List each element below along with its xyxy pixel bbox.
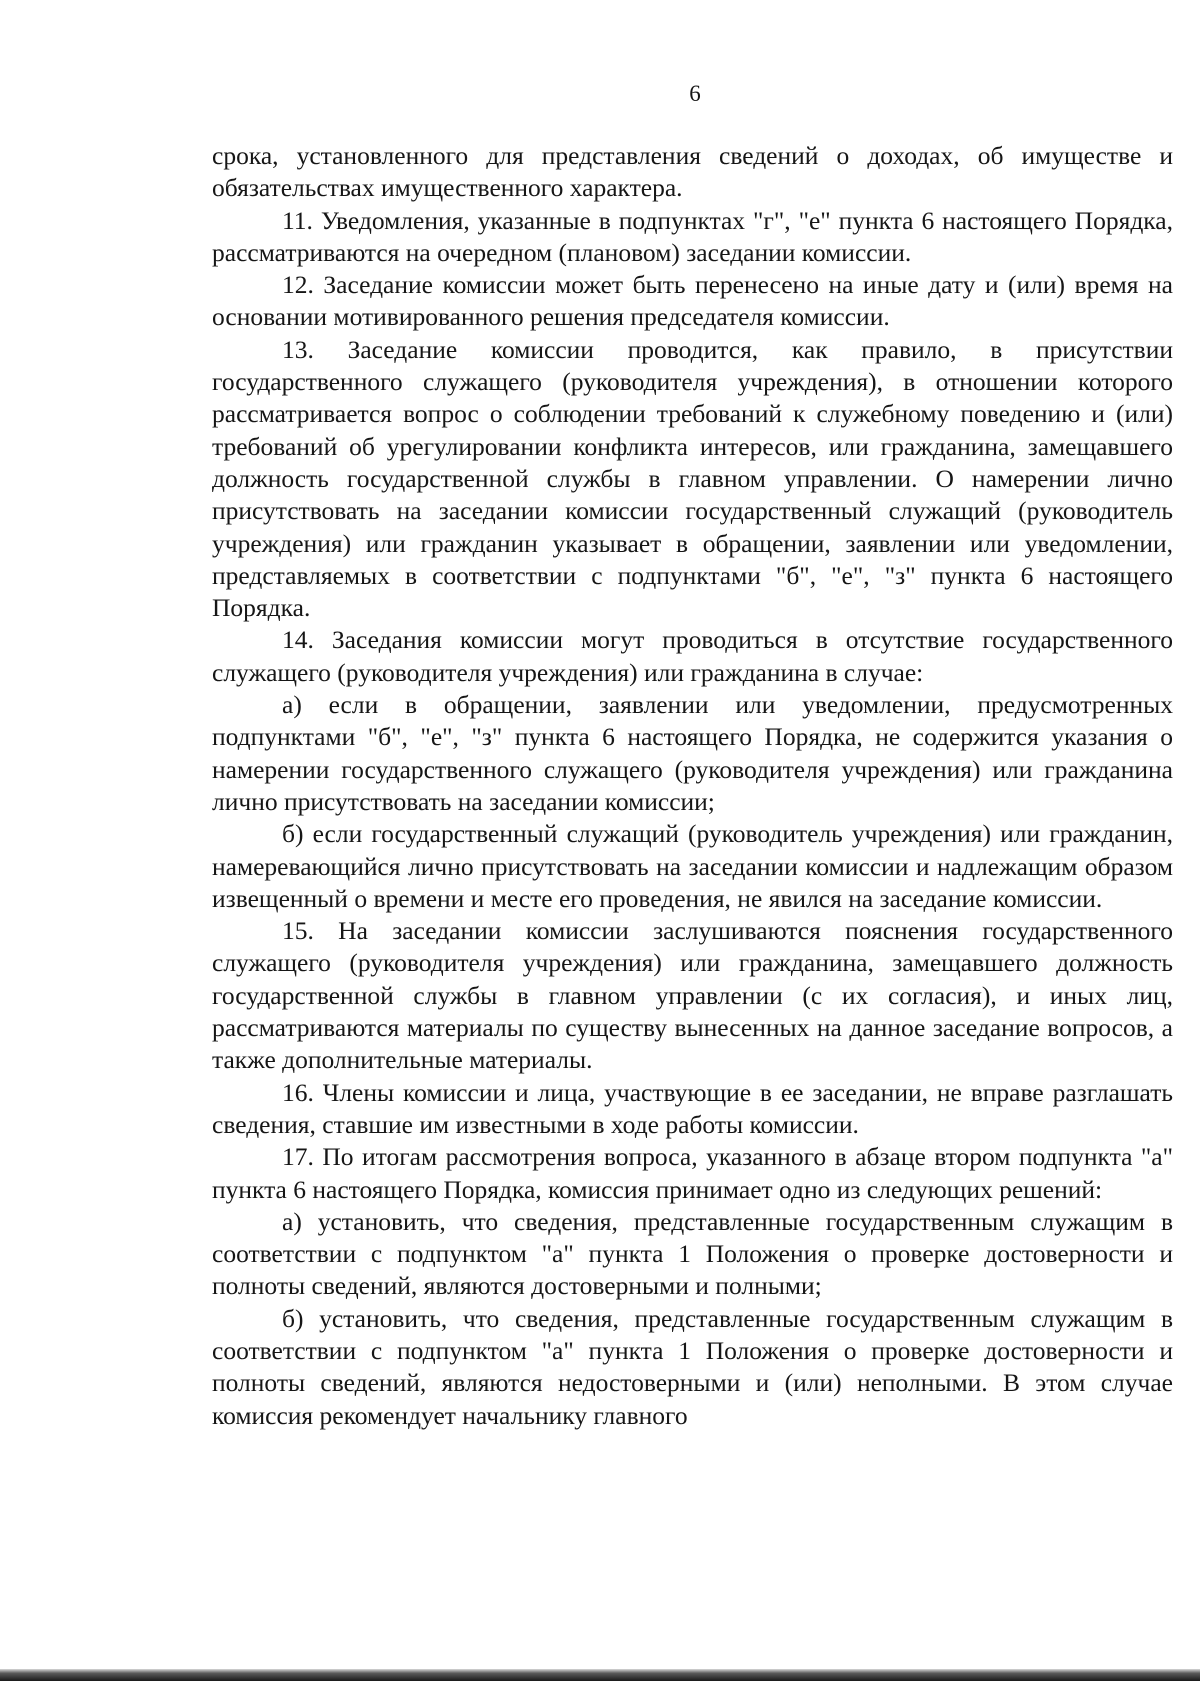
paragraph-15: 15. На заседании комиссии заслушиваются пояснения государственного служащего (руководителя учреждения) или гражданина, замещавшего должность государственной службы в главном управлении (с их согласия), и иных лиц, рассматриваются материалы по существу вынесенных на данное заседание вопросов, а также дополнительные материалы.	[212, 916, 1173, 1075]
document-body	[212, 140, 1173, 1432]
paragraph-13: 13. Заседание комиссии проводится, как правило, в присутствии государственного служащего (руководителя учреждения), в отношении которого рассматривается вопрос о соблюдении требований к служебному поведению и (или) требований об урегулировании конфликта интересов, или гражданина, замещавшего должность государственной службы в главном управлении. О намерении лично присутствовать на заседании комиссии государственный служащий (руководитель учреждения) или гражданин указывает в обращении, заявлении или уведомлении, представляемых в соответствии с подпунктами "б", "е", "з" пункта 6 настоящего Порядка.	[212, 334, 1173, 623]
scan-shadow	[0, 1669, 1200, 1681]
page-number: 6	[689, 81, 701, 106]
paragraph-1: срока, установленного для представления сведений о доходах, об имуществе и обязательствах имущественного характера.	[212, 141, 1173, 203]
paragraph-11: 11. Уведомления, указанные в подпунктах "г", "е" пункта 6 настоящего Порядка, рассматриваются на очередном (плановом) заседании комиссии.	[212, 205, 1173, 267]
paragraph-12: 12. Заседание комиссии может быть перенесено на иные дату и (или) время на основании мотивированного решения председателя комиссии.	[212, 270, 1173, 332]
paragraph-17-a: а) установить, что сведения, представленные государственным служащим в соответствии с подпунктом "а" пункта 1 Положения о проверке достоверности и полноты сведений, являются достоверными и полными;	[212, 1206, 1173, 1301]
paragraph-17-b: б) установить, что сведения, представленные государственным служащим в соответствии с подпунктом "а" пункта 1 Положения о проверке достоверности и полноты сведений, являются недостоверными и (или) неполными. В этом случае комиссия рекомендует начальнику главного	[212, 1303, 1173, 1430]
paragraph-17: 17. По итогам рассмотрения вопроса, указанного в абзаце втором подпункта "а" пункта 6 настоящего Порядка, комиссия принимает одно из следующих решений:	[212, 1142, 1173, 1204]
paragraph-16: 16. Члены комиссии и лица, участвующие в ее заседании, не вправе разглашать сведения, ставшие им известными в ходе работы комиссии.	[212, 1077, 1173, 1139]
paragraph-14-b: б) если государственный служащий (руководитель учреждения) или гражданин, намеревающийся лично присутствовать на заседании комиссии и надлежащим образом извещенный о времени и месте его проведения, не явился на заседание комиссии.	[212, 819, 1173, 913]
paragraph-14-a: а) если в обращении, заявлении или уведомлении, предусмотренных подпунктами "б", "е", "з" пункта 6 настоящего Порядка, не содержится указания о намерении государственного служащего (руководителя учреждения) или гражданина лично присутствовать на заседании комиссии;	[212, 690, 1173, 816]
paragraph-14: 14. Заседания комиссии могут проводиться в отсутствие государственного служащего (руководителя учреждения) или гражданина в случае:	[212, 625, 1173, 687]
